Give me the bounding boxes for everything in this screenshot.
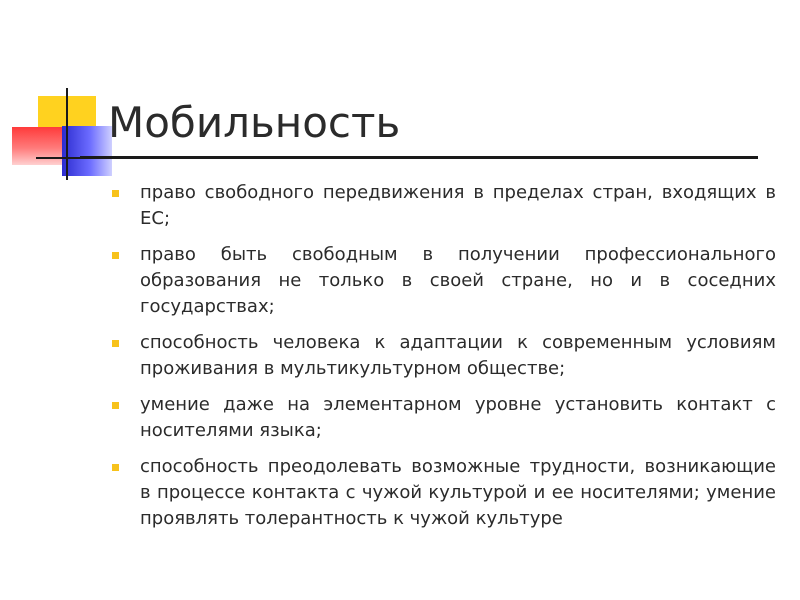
- square-bullet-icon: [112, 252, 119, 259]
- square-bullet-icon: [112, 340, 119, 347]
- bullet-text: право свободного передвижения в пределах стран, входящих в ЕС;: [140, 182, 776, 229]
- blue-square: [62, 126, 112, 176]
- square-bullet-icon: [112, 190, 119, 197]
- red-rectangle: [12, 127, 64, 165]
- square-bullet-icon: [112, 464, 119, 471]
- bullet-text: умение даже на элементарном уровне установить контакт с носителями языка;: [140, 394, 776, 441]
- title-underline: [80, 156, 758, 159]
- bullet-list: [112, 180, 776, 542]
- square-bullet-icon: [112, 402, 119, 409]
- bullet-item: [112, 392, 776, 444]
- bullet-item: [112, 454, 776, 532]
- vertical-line: [66, 88, 68, 180]
- bullet-text: способность человека к адаптации к современным условиям проживания в мультикультурном обществе;: [140, 332, 776, 379]
- bullet-text: право быть свободным в получении профессионального образования не только в своей стране, но и в соседних государствах;: [140, 244, 776, 317]
- decorative-squares-logo: [0, 0, 130, 190]
- bullet-item: [112, 242, 776, 320]
- bullet-item: [112, 330, 776, 382]
- bullet-text: способность преодолевать возможные трудности, возникающие в процессе контакта с чужой культурой и ее носителями; умение проявлять толерантность к чужой культуре: [140, 456, 776, 529]
- slide-title: Мобильность: [108, 98, 401, 147]
- bullet-item: [112, 180, 776, 232]
